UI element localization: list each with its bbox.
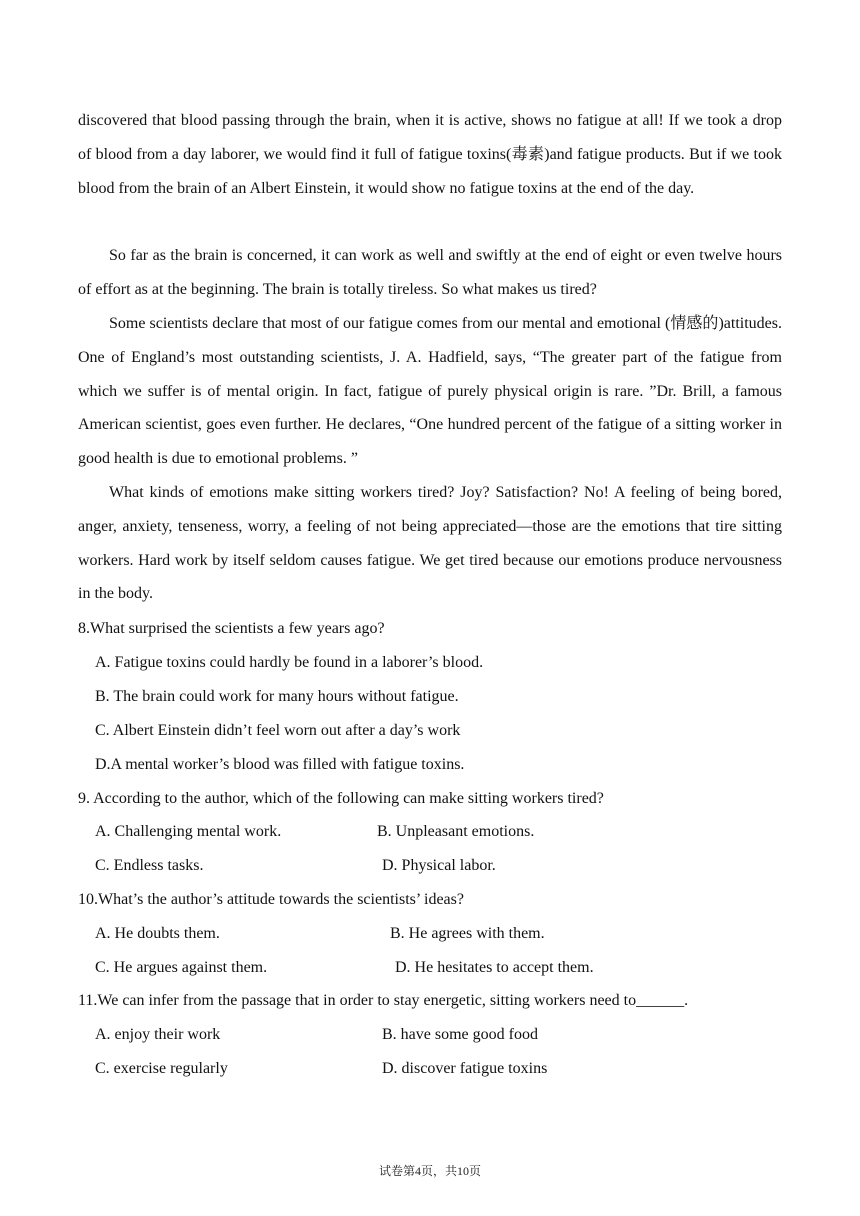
question-9-option-b: B. Unpleasant emotions. <box>377 823 535 840</box>
question-10-option-a: A. He doubts them. <box>95 925 220 942</box>
question-8-option-c: C. Albert Einstein didn’t feel worn out after a day’s work <box>95 722 461 739</box>
question-8-stem: 8.What surprised the scientists a few years ago? <box>78 620 385 637</box>
page-footer: 试卷第4页，共10页 <box>378 1164 481 1178</box>
question-8-option-d: D.A mental worker’s blood was filled with fatigue toxins. <box>95 756 465 773</box>
passage-paragraph-2: So far as the brain is concerned, it can work as well and swiftly at the end of eight or even twelve hours of effort as at the beginning. The brain is totally tireless. So what makes us tired? <box>78 247 782 298</box>
passage-paragraph-3: Some scientists declare that most of our fatigue comes from our mental and emotional (情感的)attitudes. One of England’s most outstanding scientists, J. A. Hadfield, says, “The greater part of the fatigue from which we suffer is of mental origin. In fact, fatigue of purely physical origin is rare. ”Dr. Brill, a famous American scientist, goes even further. He declares, “One hundred percent of the fatigue of a sitting worker in good health is due to emotional problems. ” <box>78 315 782 468</box>
question-11-option-a: A. enjoy their work <box>95 1026 221 1043</box>
question-9-option-d: D. Physical labor. <box>382 857 496 874</box>
question-11-option-d: D. discover fatigue toxins <box>382 1060 548 1077</box>
question-11-option-c: C. exercise regularly <box>95 1060 228 1077</box>
question-10-option-c: C. He argues against them. <box>95 959 268 976</box>
question-9-stem: 9. According to the author, which of the following can make sitting workers tired? <box>78 790 604 807</box>
question-11-option-b: B. have some good food <box>382 1026 538 1043</box>
passage-paragraph-4: What kinds of emotions make sitting workers tired? Joy? Satisfaction? No! A feeling of being bored, anger, anxiety, tenseness, worry, a feeling of not being appreciated—those are the emotions that tire sitting workers. Hard work by itself seldom causes fatigue. We get tired because our emotions produce nervousness in the body. <box>78 484 782 603</box>
question-8-option-b: B. The brain could work for many hours without fatigue. <box>95 688 459 705</box>
passage-paragraph-1: discovered that blood passing through the brain, when it is active, shows no fatigue at all! If we took a drop of blood from a day laborer, we would find it full of fatigue toxins(毒素)and fatigue products. But if we took blood from the brain of an Albert Einstein, it would show no fatigue toxins at the end of the day. <box>78 112 782 197</box>
question-9-option-a: A. Challenging mental work. <box>95 823 282 840</box>
question-8-option-a: A. Fatigue toxins could hardly be found in a laborer’s blood. <box>95 654 484 671</box>
question-10-option-d: D. He hesitates to accept them. <box>395 959 594 976</box>
question-11-stem: 11.We can infer from the passage that in order to stay energetic, sitting workers need to______. <box>78 992 689 1009</box>
question-9-option-c: C. Endless tasks. <box>95 857 204 874</box>
question-10-stem: 10.What’s the author’s attitude towards the scientists’ ideas? <box>78 891 464 908</box>
question-10-option-b: B. He agrees with them. <box>390 925 545 942</box>
